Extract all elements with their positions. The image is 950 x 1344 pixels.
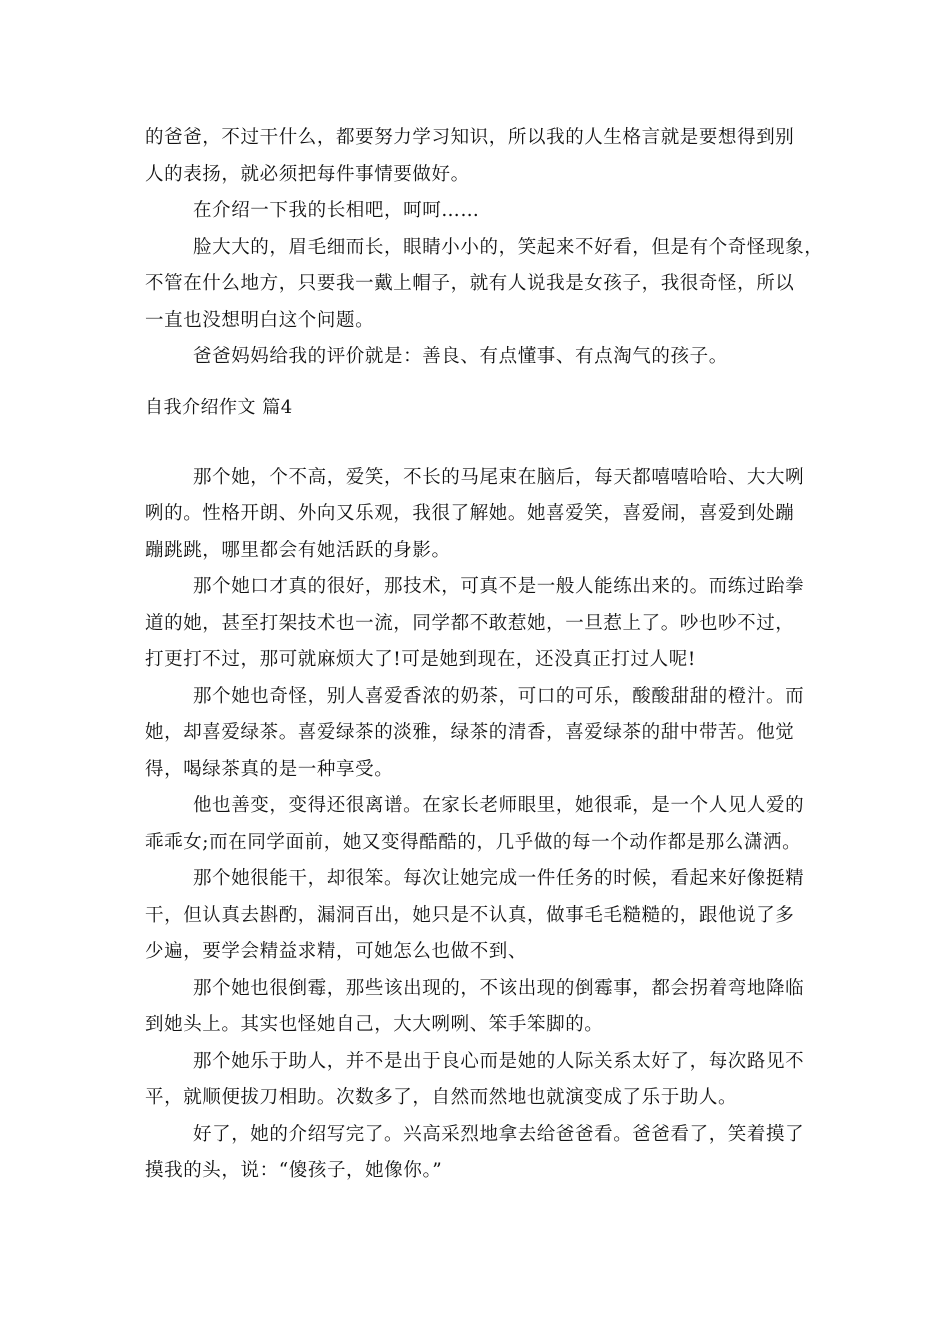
paragraph-first-line: 好了，她的介绍写完了。兴高采烈地拿去给爸爸看。爸爸看了，笑着摸了 bbox=[193, 1123, 805, 1145]
text-line: 乖乖女;而在同学面前，她又变得酷酷的，几乎做的每一个动作都是那么潇洒。 bbox=[145, 831, 802, 853]
document-page bbox=[145, 120, 824, 1190]
text-line: 咧的。性格开朗、外向又乐观，我很了解她。她喜爱笑，喜爱闹，喜爱到处蹦 bbox=[145, 503, 795, 524]
text-line: 打更打不过，那可就麻烦大了!可是她到现在，还没真正打过人呢! bbox=[145, 649, 696, 670]
paragraph-first-line: 那个她乐于助人，并不是出于良心而是她的人际关系太好了，每次路见不 bbox=[193, 1050, 805, 1072]
paragraph-first-line: 那个她也很倒霉，那些该出现的，不该出现的倒霉事，都会拐着弯地降临 bbox=[193, 977, 805, 999]
paragraph-first-line: 爸爸妈妈给我的评价就是：善良、有点懂事、有点淘气的孩子。 bbox=[193, 346, 728, 367]
text-line: 到她头上。其实也怪她自己，大大咧咧、笨手笨脚的。 bbox=[145, 1014, 604, 1035]
text-line: 少遍，要学会精益求精，可她怎么也做不到、 bbox=[145, 941, 528, 962]
paragraph-first-line: 那个她口才真的很好，那技术，可真不是一般人能练出来的。而练过跆拳 bbox=[193, 576, 805, 597]
text-line: 干，但认真去斟酌，漏洞百出，她只是不认真，做事毛毛糙糙的，跟他说了多 bbox=[145, 904, 795, 926]
text-line: 人的表扬，就必须把每件事情要做好。 bbox=[145, 163, 470, 185]
paragraph-first-line: 那个她，个不高，爱笑，不长的马尾束在脑后，每天都嘻嘻哈哈、大大咧 bbox=[193, 466, 805, 488]
spacer bbox=[145, 376, 817, 390]
text-line: 平，就顺便拔刀相助。次数多了，自然而然地也就演变成了乐于助人。 bbox=[145, 1087, 738, 1108]
section-title: 自我介绍作文 篇4 bbox=[145, 396, 293, 418]
text-line: 摸我的头，说：“傻孩子，她像你。” bbox=[145, 1160, 443, 1181]
spacer bbox=[145, 426, 817, 460]
text-line: 蹦跳跳，哪里都会有她活跃的身影。 bbox=[145, 539, 451, 561]
text-line: 不管在什么地方，只要我一戴上帽子，就有人说我是女孩子，我很奇怪，所以 bbox=[145, 273, 795, 294]
paragraph-first-line: 那个她也奇怪，别人喜爱香浓的奶茶，可口的可乐，酸酸甜甜的橙汁。而 bbox=[193, 685, 805, 707]
paragraph-first-line: 脸大大的，眉毛细而长，眼睛小小的，笑起来不好看，但是有个奇怪现象， bbox=[193, 236, 824, 258]
paragraph-first-line: 那个她很能干，却很笨。每次让她完成一件任务的时候，看起来好像挺精 bbox=[193, 868, 805, 889]
text-line: 得，喝绿茶真的是一种享受。 bbox=[145, 758, 394, 780]
text-line: 道的她，甚至打架技术也一流，同学都不敢惹她，一旦惹上了。吵也吵不过， bbox=[145, 612, 795, 634]
text-line: 一直也没想明白这个问题。 bbox=[145, 309, 375, 331]
paragraph-first-line: 他也善变，变得还很离谱。在家长老师眼里，她很乖，是一个人见人爱的 bbox=[193, 795, 805, 816]
text-line: 她，却喜爱绿茶。喜爱绿茶的淡雅，绿茶的清香，喜爱绿茶的甜中带苦。他觉 bbox=[145, 722, 795, 743]
paragraph-first-line: 在介绍一下我的长相吧，呵呵…… bbox=[193, 200, 480, 221]
text-line: 的爸爸，不过干什么，都要努力学习知识，所以我的人生格言就是要想得到别 bbox=[145, 127, 795, 148]
